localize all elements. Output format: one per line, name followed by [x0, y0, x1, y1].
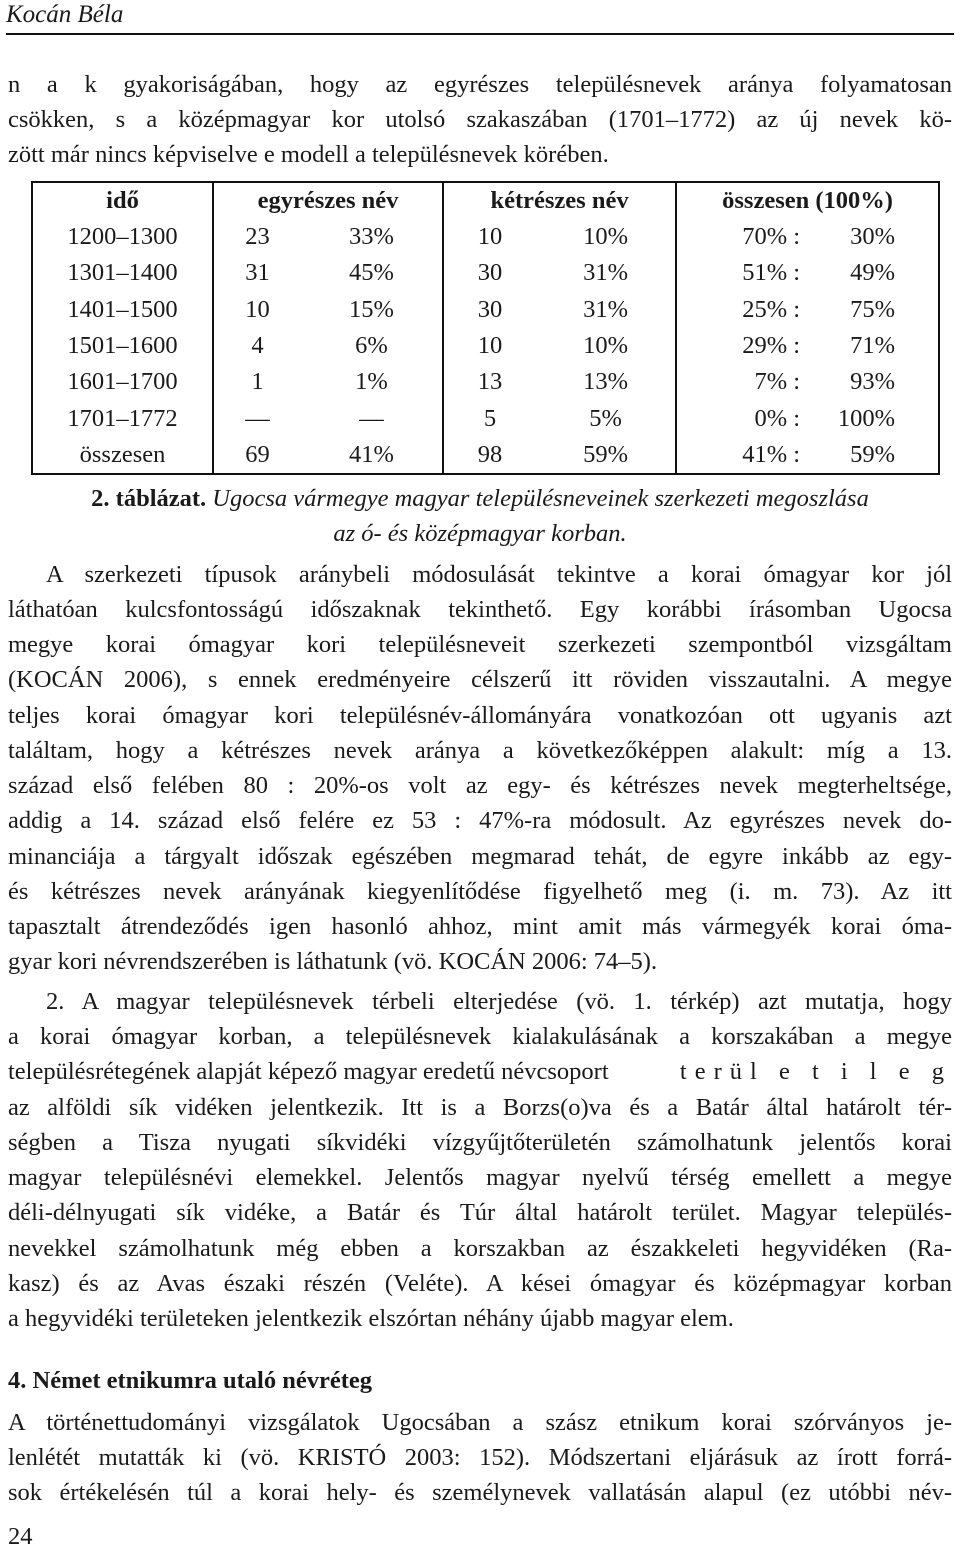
cell-two-count: 5	[443, 400, 536, 436]
cell-ratio	[676, 328, 939, 364]
ratio-right: 49%	[850, 259, 896, 287]
intro-line-3: zött már nincs képviselve e modell a településnevek körében.	[8, 141, 609, 168]
cell-two-percent: 10%	[536, 328, 676, 364]
ratio-left: 0% :	[754, 404, 801, 432]
para2-line-6: magyar településnévi elemekkel. Jelentős magyar nyelvű térség emellett a megye	[8, 1164, 952, 1191]
spaced-word: terül e t i l e g	[679, 1058, 952, 1085]
cell-one-count: 23	[213, 219, 301, 255]
cell-one-count: —	[213, 400, 301, 436]
para1-line-9: minanciája a tárgyalt időszak egészében megmarad tehát, de egyre inkább az egy-	[8, 843, 952, 870]
ratio-left: 25% :	[742, 295, 801, 323]
para1-line-7: század első felében 80 : 20%-os volt az egy- és kétrészes nevek megterheltsége,	[8, 772, 952, 799]
table-header-row	[32, 182, 939, 219]
cell-one-percent: 1%	[301, 364, 443, 400]
cell-two-count: 30	[443, 292, 536, 328]
para2-line-7: déli-délnyugati sík vidéke, a Batár és Túr által határolt terület. Magyar település-	[8, 1199, 952, 1226]
intro-line-1: n a k gyakoriságában, hogy az egyrészes településnevek aránya folyamatosan	[8, 71, 952, 98]
cell-two-percent: 10%	[536, 219, 676, 255]
para1-line-12: gyar kori névrendszerében is láthatunk (vö. KOCÁN 2006: 74–5).	[8, 948, 658, 975]
para2-line-3	[8, 1054, 952, 1089]
cell-one-count: 31	[213, 255, 301, 291]
caption-line-1: Ugocsa vármegye magyar településneveinek szerkezeti megoszlása	[212, 485, 869, 512]
para3-line-1: A történettudományi vizsgálatok Ugocsában a szász etnikum korai szórványos je-	[8, 1409, 952, 1436]
cell-ratio	[676, 400, 939, 436]
para1-line-1: A szerkezeti típusok aránybeli módosulását tekintve a korai ómagyar kor jól	[46, 561, 952, 588]
cell-ratio	[676, 364, 939, 400]
cell-one-count: 10	[213, 292, 301, 328]
cell-one-percent: 6%	[301, 328, 443, 364]
cell-two-percent: 13%	[536, 364, 676, 400]
cell-one-percent: 33%	[301, 219, 443, 255]
para1-line-2: láthatóan kulcsfontosságú időszaknak tekinthető. Egy korábbi írásomban Ugocsa	[8, 596, 952, 623]
ratio-right: 71%	[850, 332, 896, 360]
header-cell-two-part: kétrészes név	[443, 182, 676, 219]
table-row	[32, 255, 939, 291]
cell-two-percent: 59%	[536, 437, 676, 474]
cell-two-count: 98	[443, 437, 536, 474]
cell-one-percent: 41%	[301, 437, 443, 474]
header-cell-total: összesen (100%)	[676, 182, 939, 219]
para2-line-3-text: településrétegének alapját képező magyar eredetű névcsoport	[8, 1058, 609, 1085]
para1-line-3: megye korai ómagyar kori településneveit szerkezeti szempontból vizsgáltam	[8, 631, 952, 658]
cell-ratio	[676, 255, 939, 291]
cell-ratio	[676, 437, 939, 474]
header-cell-one-part: egyrészes név	[213, 182, 443, 219]
ratio-left: 41% :	[742, 440, 801, 468]
running-head: Kocán Béla	[6, 1, 124, 28]
para2-line-2: a korai ómagyar korban, a településnevek kialakulásának a korszakában a megye	[8, 1023, 952, 1050]
ratio-right: 59%	[850, 440, 896, 468]
table-row	[32, 400, 939, 436]
para2-line-1: 2. A magyar településnevek térbeli elterjedése (vö. 1. térkép) azt mutatja, hogy	[46, 988, 952, 1015]
cell-time: 1501–1600	[32, 328, 213, 364]
table-row	[32, 219, 939, 255]
ratio-left: 7% :	[754, 368, 801, 396]
ratio-right: 30%	[850, 223, 896, 251]
para2-line-9: kasz) és az Avas északi részén (Veléte). A kései ómagyar és középmagyar korban	[8, 1270, 952, 1297]
table-row	[32, 328, 939, 364]
cell-one-percent: —	[301, 400, 443, 436]
intro-line-2: csökken, s a középmagyar kor utolsó szakaszában (1701–1772) az új nevek kö-	[8, 106, 952, 133]
para1-line-10: és kétrészes nevek arányának kiegyenlítődése figyelhető meg (i. m. 73). Az itt	[8, 878, 952, 905]
cell-time: 1200–1300	[32, 219, 213, 255]
cell-one-count: 4	[213, 328, 301, 364]
section-heading: 4. Német etnikumra utaló névréteg	[8, 1367, 373, 1394]
cell-time: 1301–1400	[32, 255, 213, 291]
para1-line-11: tapasztalt átrendeződés igen hasonló ahhoz, mint amit más vármegyék korai óma-	[8, 913, 952, 940]
cell-one-count: 1	[213, 364, 301, 400]
ratio-right: 75%	[850, 295, 896, 323]
cell-two-count: 10	[443, 328, 536, 364]
cell-ratio	[676, 219, 939, 255]
table-row	[32, 292, 939, 328]
para2-line-5: ségben a Tisza nyugati síkvidéki vízgyűjtőterületén számolhatunk jelentős korai	[8, 1129, 952, 1156]
para1-line-8: addig a 14. század első felére ez 53 : 47%-ra módosult. Az egyrészes nevek do-	[8, 807, 952, 834]
para3-line-3: sok értékelésén túl a korai hely- és személynevek vallatásán alapul (ez utóbbi név-	[8, 1479, 952, 1506]
para3-line-2: lenlétét mutatták ki (vö. KRISTÓ 2003: 152). Módszertani eljárásuk az írott forrá-	[8, 1444, 952, 1471]
ratio-right: 93%	[850, 368, 896, 396]
cell-two-count: 30	[443, 255, 536, 291]
cell-one-percent: 15%	[301, 292, 443, 328]
table-caption	[0, 481, 960, 551]
page-number: 24	[8, 1523, 33, 1550]
ratio-left: 51% :	[742, 259, 801, 287]
para2-line-8: nevekkel számolhatunk még ebben a korszakban az északkeleti hegyvidéken (Ra-	[8, 1235, 952, 1262]
cell-time: 1701–1772	[32, 400, 213, 436]
cell-two-percent: 31%	[536, 255, 676, 291]
para1-line-4: (KOCÁN 2006), s ennek eredményeire célszerű itt röviden visszautalni. A megye	[8, 666, 952, 693]
caption-line-2: az ó- és középmagyar korban.	[333, 520, 627, 547]
cell-time: összesen	[32, 437, 213, 474]
cell-one-percent: 45%	[301, 255, 443, 291]
para2-line-4: az alföldi sík vidéken jelentkezik. Itt is a Borzs(o)va és a Batár által határolt tér-	[8, 1094, 952, 1121]
caption-label: 2. táblázat.	[91, 485, 207, 512]
statistics-table	[31, 181, 940, 475]
cell-two-percent: 5%	[536, 400, 676, 436]
para1-line-5: teljes korai ómagyar kori településnév-állományára vonatkozóan ott ugyanis azt	[8, 702, 952, 729]
ratio-left: 29% :	[742, 332, 801, 360]
cell-time: 1401–1500	[32, 292, 213, 328]
cell-two-percent: 31%	[536, 292, 676, 328]
cell-ratio	[676, 292, 939, 328]
table-row	[32, 364, 939, 400]
table-total-row	[32, 437, 939, 474]
para1-line-6: találtam, hogy a kétrészes nevek aránya a következőképpen alakult: míg a 13.	[8, 737, 952, 764]
para2-line-10: a hegyvidéki területeken jelentkezik elszórtan néhány újabb magyar elem.	[8, 1305, 734, 1332]
cell-two-count: 10	[443, 219, 536, 255]
ratio-right: 100%	[837, 404, 896, 432]
cell-one-count: 69	[213, 437, 301, 474]
cell-time: 1601–1700	[32, 364, 213, 400]
header-cell-time: idő	[32, 182, 213, 219]
header-rule	[6, 33, 954, 35]
cell-two-count: 13	[443, 364, 536, 400]
ratio-left: 70% :	[742, 223, 801, 251]
